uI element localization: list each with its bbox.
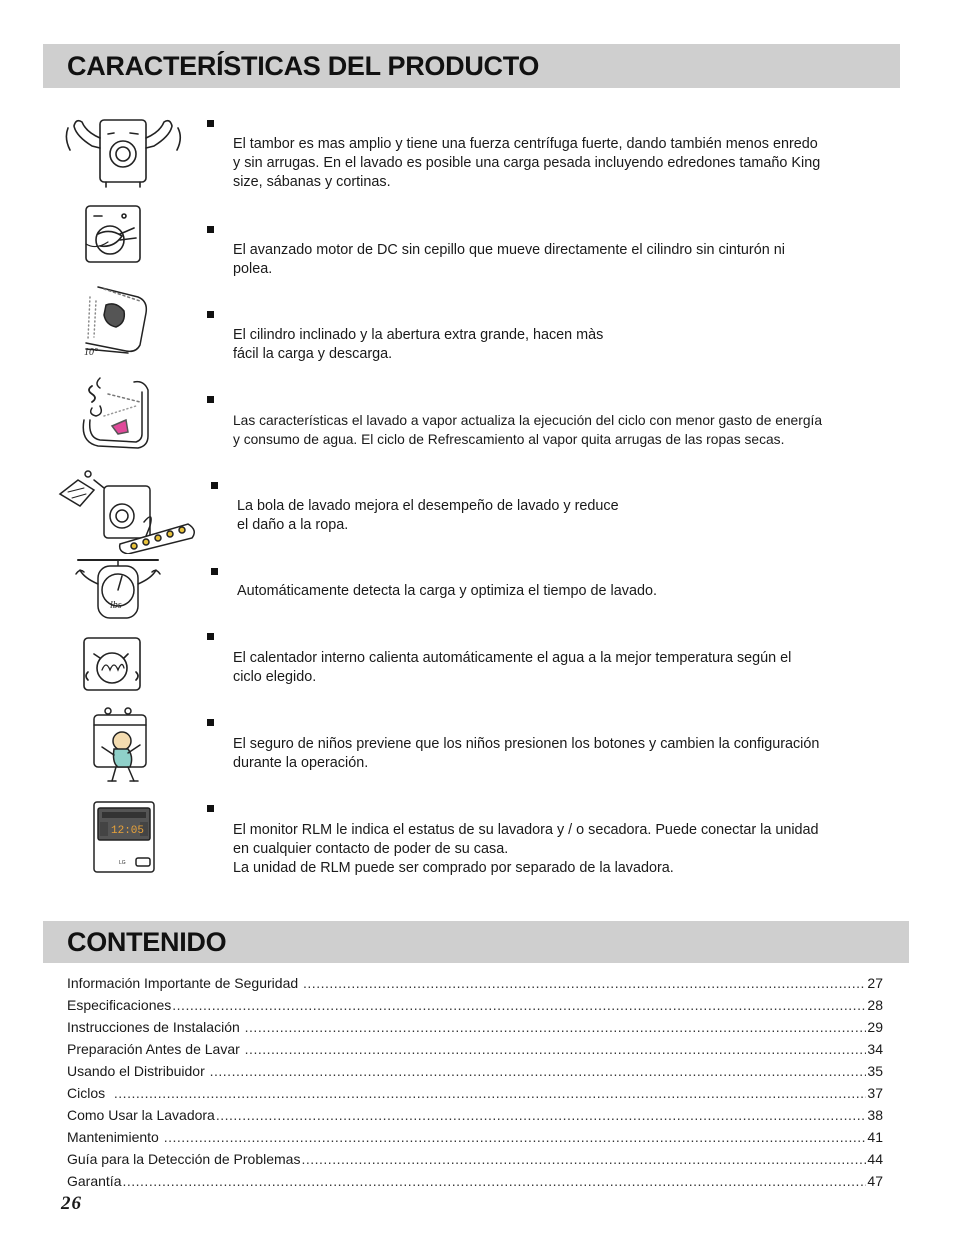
bullet-marker	[207, 805, 214, 812]
load-scale-icon	[72, 556, 164, 622]
toc-entry	[67, 1041, 883, 1063]
toc-entry-title: Instrucciones de Instalación	[67, 1019, 244, 1035]
toc-entry-page: 27	[867, 975, 883, 991]
toc-entry	[67, 1107, 883, 1129]
lg-logo: LG	[119, 860, 126, 866]
washing-ball-icon	[54, 466, 200, 554]
bullet-marker	[207, 311, 214, 318]
bullet-marker	[211, 568, 218, 575]
toc-entry	[67, 1173, 883, 1195]
bullet-marker	[207, 226, 214, 233]
feature-description: Las características el lavado a vapor actualiza la ejecución del ciclo con menor gasto de energía y consumo de agua. El ciclo de Refrescamiento al vapor quita arrugas de las ropas secas.	[233, 413, 823, 447]
steam-wash-icon	[78, 376, 152, 450]
page-number: 26	[61, 1193, 82, 1214]
toc-leader-dots	[216, 1107, 867, 1123]
tilted-drum-icon	[78, 283, 152, 359]
features-section-title: CARACTERÍSTICAS DEL PRODUCTO	[67, 51, 540, 81]
toc-entry	[67, 1129, 883, 1151]
toc-leader-dots	[245, 1019, 867, 1035]
feature-description: El avanzado motor de DC sin cepillo que mueve directamente el cilindro sin cinturón ni polea.	[233, 242, 785, 277]
toc-entry-title: Especificaciones	[67, 997, 172, 1013]
toc-entry	[67, 975, 883, 997]
direct-drive-motor-icon	[80, 204, 146, 264]
toc-leader-dots	[114, 1085, 867, 1101]
toc-entry-page: 34	[867, 1041, 883, 1057]
toc-entry-title: Preparación Antes de Lavar	[67, 1041, 244, 1057]
rlm-display-time: 12:05	[111, 825, 145, 837]
features-section-header	[43, 44, 900, 88]
toc-entry-title: Información Importante de Seguridad	[67, 975, 303, 991]
rlm-monitor-icon	[92, 800, 156, 874]
feature-description: El tambor es mas amplio y tiene una fuerza centrífuga fuerte, dando también menos enredo y sin arrugas. En el lavado es posible una carga pesada incluyendo edredones tamaño King size, sábanas y cortinas.	[233, 136, 821, 190]
feature-description: El calentador interno calienta automáticamente el agua a la mejor temperatura según el ciclo elegido.	[233, 650, 792, 685]
contents-section-header	[43, 921, 909, 963]
bullet-marker	[207, 633, 214, 640]
toc-entry-title: Guía para la Detección de Problemas	[67, 1151, 301, 1167]
contents-section-title: CONTENIDO	[67, 927, 227, 957]
toc-entry-page: 35	[867, 1063, 883, 1079]
toc-leader-dots	[301, 1151, 866, 1167]
feature-description: Automáticamente detecta la carga y optimiza el tiempo de lavado.	[237, 583, 657, 599]
toc-entry-page: 28	[867, 997, 883, 1013]
toc-entry-title: Como Usar la Lavadora	[67, 1107, 215, 1123]
toc-entry-title: Garantía	[67, 1173, 122, 1189]
strong-washer-icon	[62, 114, 186, 188]
toc-leader-dots	[245, 1041, 867, 1057]
toc-entry-page: 44	[867, 1151, 883, 1167]
toc-entry-page: 38	[867, 1107, 883, 1123]
toc-entry-title: Usando el Distribuidor	[67, 1063, 209, 1079]
bullet-marker	[207, 396, 214, 403]
toc-entry	[67, 997, 883, 1019]
feature-description: El cilindro inclinado y la abertura extra grande, hacen màs fácil la carga y descarga.	[233, 327, 604, 362]
toc-entry-page: 37	[867, 1085, 883, 1101]
toc-entry-page: 29	[867, 1019, 883, 1035]
toc-entry	[67, 1063, 883, 1085]
toc-entry	[67, 1151, 883, 1173]
feature-description: La bola de lavado mejora el desempeño de lavado y reduce el daño a la ropa.	[237, 498, 619, 533]
internal-heater-icon	[80, 636, 144, 692]
toc-leader-dots	[303, 975, 866, 991]
toc-entry-title: Mantenimiento	[67, 1129, 163, 1145]
table-of-contents	[67, 975, 883, 1195]
toc-entry-page: 41	[867, 1129, 883, 1145]
bullet-marker	[207, 120, 214, 127]
toc-leader-dots	[210, 1063, 867, 1079]
tilt-angle-label: 10°	[84, 347, 98, 358]
child-lock-icon	[88, 705, 152, 787]
bullet-marker	[207, 719, 214, 726]
toc-entry-page: 47	[867, 1173, 883, 1189]
scale-unit-label: lbs	[110, 600, 122, 611]
toc-leader-dots	[172, 997, 866, 1013]
feature-description: El monitor RLM le indica el estatus de su lavadora y / o secadora. Puede conectar la unidad en cualquier contacto de poder de su casa. La unidad de RLM puede ser comprado por separado de la lavadora.	[233, 822, 819, 876]
toc-entry	[67, 1085, 883, 1107]
toc-entry	[67, 1019, 883, 1041]
feature-description: El seguro de niños previene que los niños presionen los botones y cambien la configuración durante la operación.	[233, 736, 820, 771]
toc-leader-dots	[164, 1129, 867, 1145]
toc-entry-title: Ciclos	[67, 1085, 113, 1101]
bullet-marker	[211, 482, 218, 489]
toc-leader-dots	[122, 1173, 866, 1189]
